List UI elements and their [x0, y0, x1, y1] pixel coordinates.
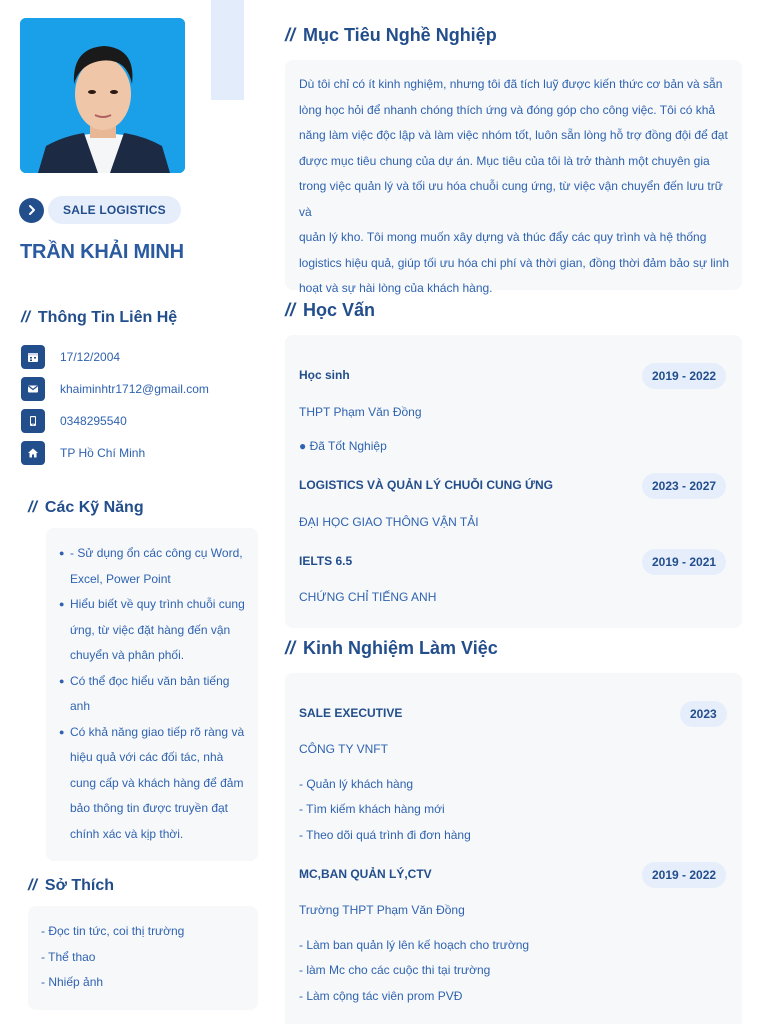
objective-card — [285, 60, 742, 295]
contact-address — [21, 441, 145, 465]
contact-section-title: // Thông Tin Liên Hệ — [21, 309, 178, 326]
profile-photo — [20, 18, 185, 173]
experience-title-2: MC,BAN QUẢN LÝ,CTV — [299, 867, 432, 881]
education-school-2: ĐẠI HỌC GIAO THÔNG VẬN TẢI — [299, 515, 479, 529]
phone-value[interactable]: 0348295540 — [60, 414, 127, 428]
education-title-1: Học sinh — [299, 368, 350, 382]
hobbies-card — [28, 906, 258, 1010]
education-years-2: 2023 - 2027 — [642, 473, 726, 499]
education-title-3: IELTS 6.5 — [299, 554, 353, 568]
email-value[interactable]: khaiminhtr1712@gmail.com — [60, 382, 209, 396]
hobby-item: - Đọc tin tức, coi thị trường — [41, 924, 185, 938]
role-badge: SALE LOGISTICS — [48, 196, 181, 224]
hobby-item: - Nhiếp ảnh — [41, 975, 104, 989]
education-school-3: CHỨNG CHỈ TIẾNG ANH — [299, 590, 437, 604]
contact-phone — [21, 409, 127, 433]
experience-duty: - Làm ban quản lý lên kế hoạch cho trường — [299, 938, 530, 952]
experience-title-1: SALE EXECUTIVE — [299, 706, 403, 720]
skills-section-title: // Các Kỹ Năng — [28, 499, 144, 516]
home-icon — [21, 441, 45, 465]
experience-duty: - Quản lý khách hàng — [299, 777, 414, 791]
contact-email — [21, 377, 209, 401]
experience-section-title: // Kinh Nghiệm Làm Việc — [285, 638, 498, 658]
education-school-1: THPT Phạm Văn Đồng — [299, 405, 422, 419]
hobbies-list — [41, 919, 184, 996]
education-years-3: 2019 - 2021 — [642, 549, 726, 575]
envelope-icon — [21, 377, 45, 401]
skills-card — [46, 528, 258, 861]
experience-years-2: 2019 - 2022 — [642, 862, 726, 888]
experience-duty: - làm Mc cho các cuộc thi tại trường — [299, 963, 491, 977]
role-row — [19, 196, 181, 224]
skill-item: ● Có khả năng giao tiếp rõ ràng và hiệu quả với các đối tác, nhà cung cấp và khách hàng để đảm bảo thông tin được truyền đạt chính xác và kịp thời. — [59, 724, 245, 841]
skill-item: ● Hiểu biết về quy trình chuỗi cung ứng, từ việc đặt hàng đến vận chuyển và phân phối. — [59, 597, 245, 662]
objective-section-title: // Mục Tiêu Nghề Nghiệp — [285, 25, 497, 45]
address-value: TP Hồ Chí Minh — [60, 446, 146, 460]
experience-duty: - Làm cộng tác viên prom PVĐ — [299, 989, 463, 1003]
education-years-1: 2019 - 2022 — [642, 363, 726, 389]
experience-years-1: 2023 — [680, 701, 727, 727]
hobby-item: - Thể thao — [41, 949, 96, 964]
candidate-name: TRẦN KHẢI MINH — [20, 241, 184, 263]
hobbies-section-title: // Sở Thích — [28, 877, 115, 894]
skill-item: ● Có thể đọc hiểu văn bản tiếng anh — [59, 673, 230, 713]
experience-duty: - Tìm kiếm khách hàng mới — [299, 802, 445, 816]
birthday-value: 17/12/2004 — [60, 350, 121, 364]
experience-duty: - Theo dõi quá trình đi đơn hàng — [299, 828, 471, 842]
phone-icon — [21, 409, 45, 433]
experience-company-1: CÔNG TY VNFT — [299, 742, 388, 756]
objective-text: Dù tôi chỉ có ít kinh nghiệm, nhưng tôi đã tích luỹ được kiến thức cơ bản và sẵn lòng học hỏi để nhanh chóng thích ứng và đóng góp cho công việc. Tôi có khả năng làm việc độc lập và làm việc nhóm tốt, luôn sẵn lòng hỗ trợ đồng đội để đạt được mục tiêu chung của dự án. Mục tiêu của tôi là trở thành một chuyên gia trong việc quản lý và tối ưu hóa chuỗi cung ứng, từ việc vận chuyển đến lưu trữ và quản lý kho. Tôi mong muốn xây dựng và thúc đẩy các quy trình và hệ thống logistics hiệu quả, giúp tối ưu hóa chi phí và thời gian, đồng thời đảm bảo sự linh hoạt và sự hài lòng của khách hàng. — [299, 77, 730, 295]
chevron-right-icon — [19, 198, 44, 223]
education-title-2: LOGISTICS VÀ QUẢN LÝ CHUỖI CUNG ỨNG — [299, 478, 553, 492]
skills-list — [59, 541, 254, 847]
experience-company-2: Trường THPT Phạm Văn Đồng — [299, 903, 465, 917]
contact-birthday — [21, 345, 120, 369]
decorative-strip — [211, 0, 244, 100]
education-section-title: // Học Vấn — [285, 300, 376, 320]
education-note-1: ● Đã Tốt Nghiệp — [299, 439, 387, 453]
skill-item: ● - Sử dụng ổn các công cụ Word, Excel, Power Point — [59, 546, 243, 586]
calendar-icon — [21, 345, 45, 369]
